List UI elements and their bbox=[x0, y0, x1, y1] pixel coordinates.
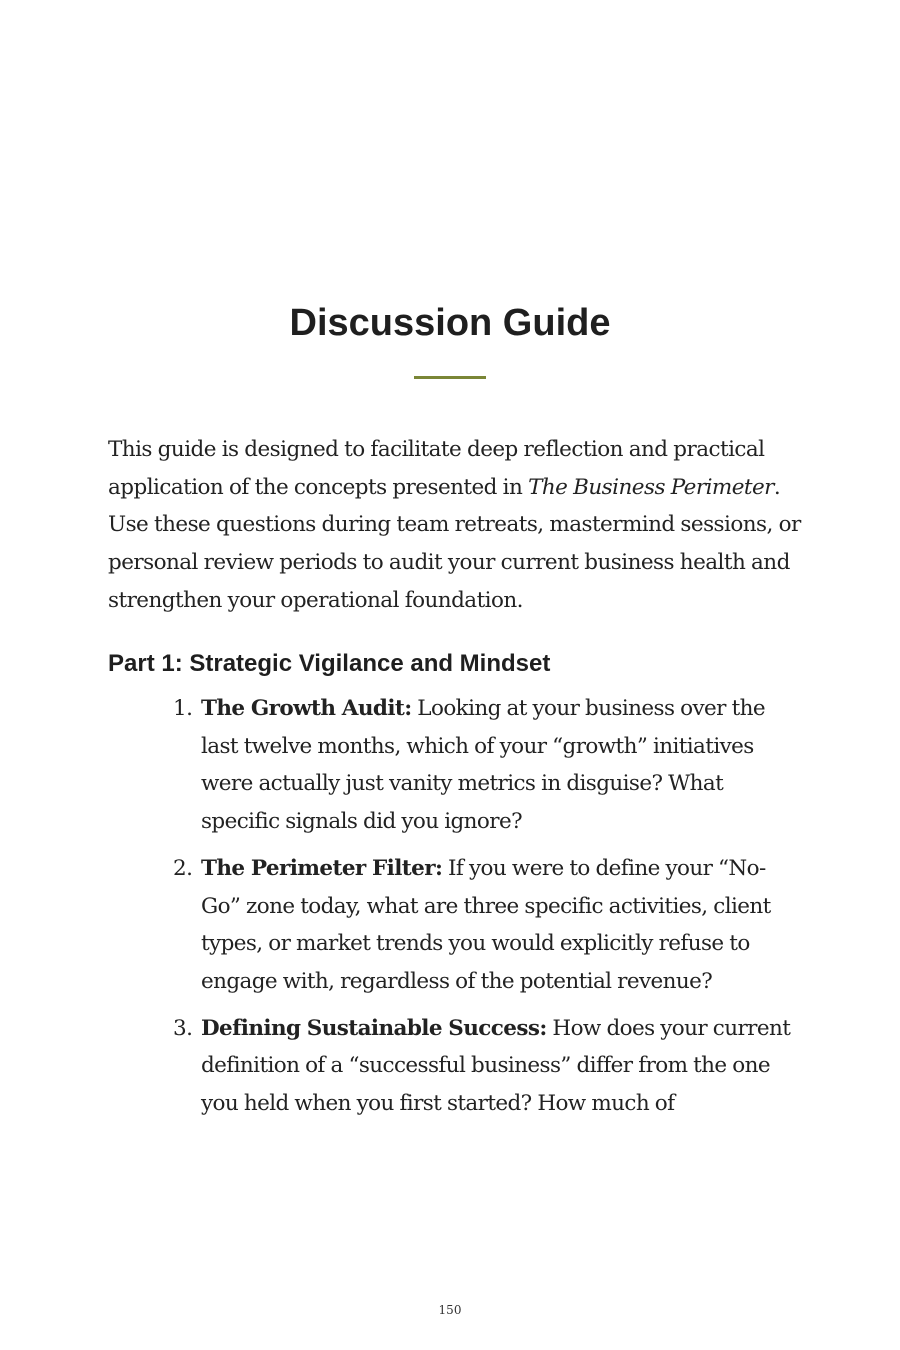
question-number: 1. bbox=[173, 696, 193, 721]
question-text: How does your current definition of a “successful business” differ from the one you held when you first started? How much of bbox=[201, 1015, 791, 1117]
question-text: Looking at your business over the last twelve months, which of your “growth” initiatives were actually just vanity metrics in disguise? What specific signals did you ignore? bbox=[201, 696, 765, 835]
question-item bbox=[0, 690, 793, 841]
question-text: If you were to define your “No-Go” zone today, what are three specific activities, client types, or market trends you would explicitly refuse to engage with, regardless of the potential revenue? bbox=[201, 855, 771, 994]
question-number: 2. bbox=[173, 855, 193, 881]
book-title: The Business Perimeter bbox=[528, 474, 774, 500]
question-item bbox=[0, 850, 793, 1001]
question-lead: The Perimeter Filter: bbox=[201, 855, 443, 881]
question-number: 3. bbox=[173, 1015, 193, 1041]
intro-text-start: This guide is designed to facilitate deep reflection and practical application of the concepts presented in bbox=[108, 437, 765, 500]
page-number: 150 bbox=[438, 1303, 462, 1317]
question-item bbox=[0, 1010, 793, 1123]
question-lead: The Growth Audit: bbox=[201, 696, 412, 721]
page-title: Discussion Guide bbox=[289, 302, 611, 344]
section-heading: Part 1: Strategic Vigilance and Mindset bbox=[108, 650, 551, 677]
question-lead: Defining Sustainable Success: bbox=[201, 1015, 547, 1041]
title-underline-rule bbox=[414, 376, 486, 379]
intro-paragraph bbox=[108, 431, 808, 620]
question-list bbox=[0, 690, 900, 1132]
intro-text-end: . Use these questions during team retreats, mastermind sessions, or personal review periods to audit your current business health and strengthen your operational foundation. bbox=[108, 474, 801, 613]
